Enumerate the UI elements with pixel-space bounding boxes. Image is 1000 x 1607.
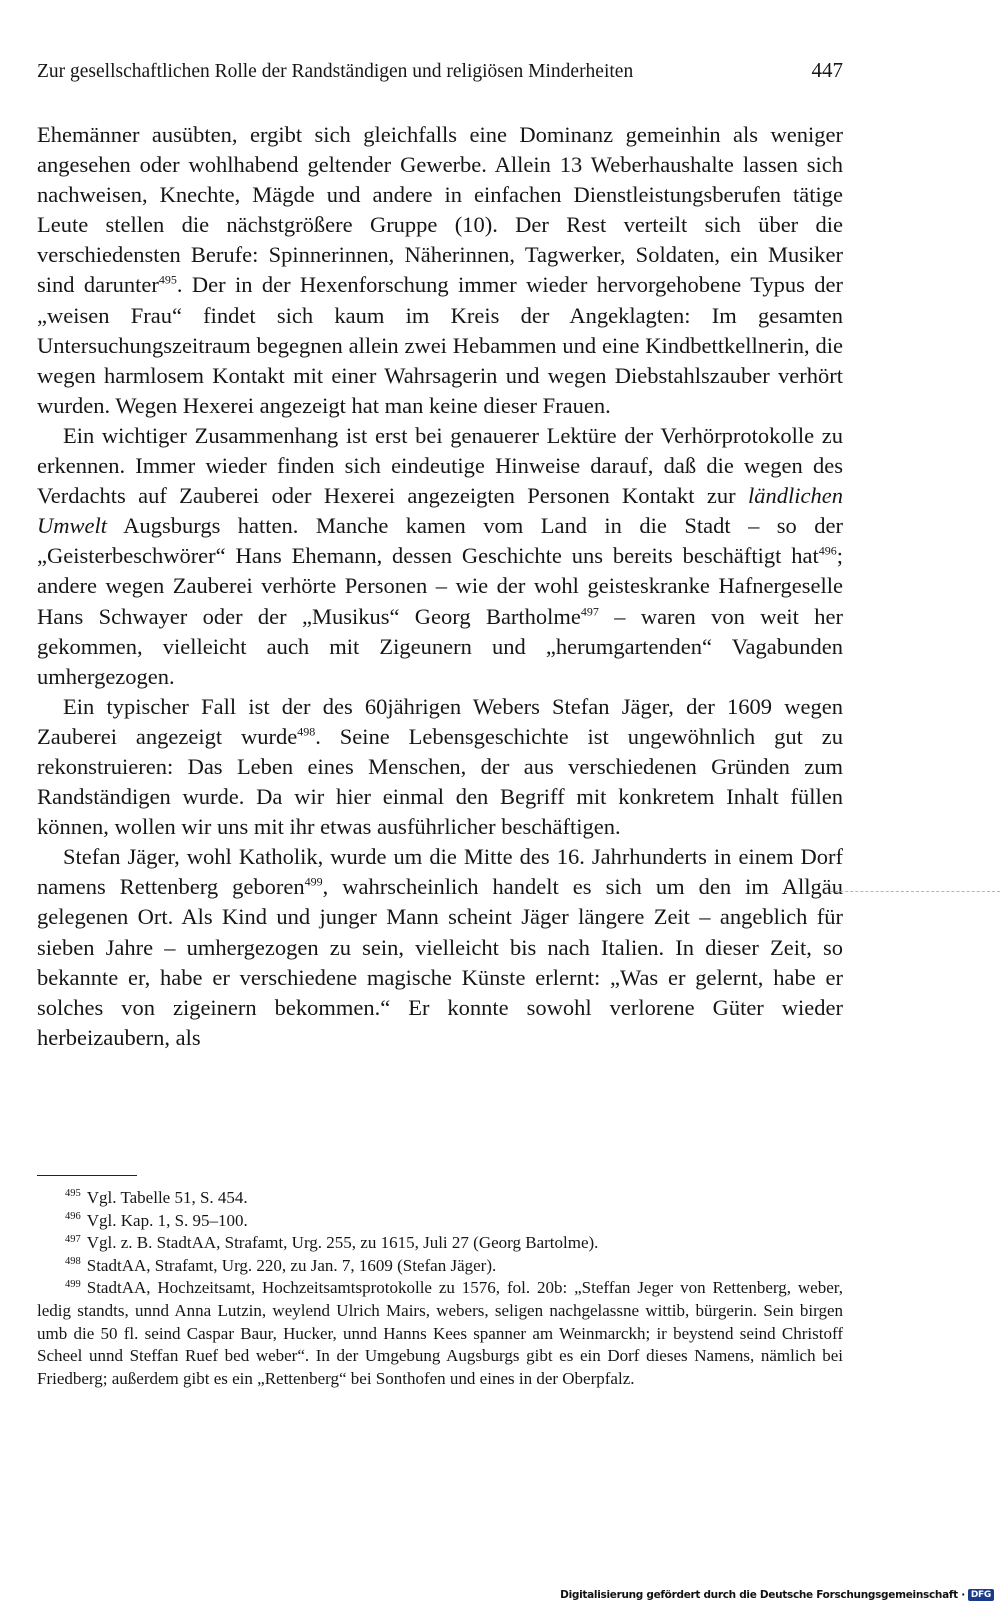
text-run: . Seine Lebensgeschichte ist ungewöhnlich gut zu rekonstruieren: Das Leben eines Menschen, der aus verschiedenen Gründen zum Randständigen wurde. Da wir hier einmal den Begriff mit konkretem Inhalt füllen können, wollen wir uns mit ihr etwas ausführlicher beschäftigen. (37, 723, 843, 840)
paragraph (37, 120, 843, 421)
digitization-credit (560, 1587, 994, 1603)
text-run: Stefan Jäger, wohl Katholik, wurde um die Mitte des 16. Jahrhunderts in einem Dorf namens Rettenberg geboren (37, 844, 843, 900)
text-run: Ein typischer Fall ist der des 60jährigen Webers Stefan Jäger, der 1609 wegen Zauberei angezeigt wurde (37, 693, 843, 749)
running-header (37, 58, 843, 92)
footnotes (37, 1187, 843, 1390)
text-run: Ein wichtiger Zusammenhang ist erst bei genauerer Lektüre der Verhörprotokolle zu erkennen. Immer wieder finden sich eindeutige Hinweise darauf, daß die wegen des Verdachts auf Zauberei oder Hexerei angezeigten Personen Kontakt zur (37, 422, 843, 509)
footnote-reference: 498 (297, 724, 316, 739)
footnote-reference: 495 (158, 272, 177, 287)
footnote-number: 496 (65, 1210, 81, 1222)
footnote (37, 1210, 843, 1233)
footnote (37, 1232, 843, 1255)
footnote-number: 495 (65, 1188, 81, 1200)
dfg-logo-icon: DFG (968, 1589, 994, 1601)
paragraph (37, 842, 843, 1053)
page-number: 447 (811, 58, 843, 82)
footnote-text: Vgl. z. B. StadtAA, Strafamt, Urg. 255, zu 1615, Juli 27 (Georg Bartolme). (86, 1233, 599, 1253)
text-run: , wahrscheinlich handelt es sich um den im Allgäu gelegenen Ort. Als Kind und junger Mann scheint Jäger längere Zeit – angeblich für sieben Jahre – umhergezogen zu sein, vielleicht bis nach Italien. In dieser Zeit, so bekannte er, habe er verschiedene magische Künste erlernt: „Was er gelernt, habe er solches von zigeinern bekommen.“ Er konnte sowohl verlorene Güter wieder herbeizaubern, als (37, 874, 843, 1050)
footnote-text: Vgl. Kap. 1, S. 95–100. (86, 1210, 248, 1230)
credit-text: Digitalisierung gefördert durch die Deutsche Forschungsgemeinschaft · (560, 1589, 965, 1601)
main-text (37, 120, 843, 1053)
footnote (37, 1255, 843, 1278)
scan-artifact-dashes (830, 891, 1000, 892)
footnote-text: StadtAA, Hochzeitsamt, Hochzeitsamtsprotokolle zu 1576, fol. 20b: „Steffan Jeger von Rettenberg, weber, ledig standts, unnd Anna Lutzin, weylend Ulrich Mairs, webers, seligen nachgelassne wittib, bürgerin. Sein birgen umb die 50 fl. seind Caspar Baur, Hucker, unnd Hanns Kees spanner am Weinmarckh; ir beystend seind Christoff Scheel unnd Steffan Ruef bed weber“. In der Umgebung Augsburgs gibt es ein Dorf dieses Namens, nämlich bei Friedberg; außerdem gibt es ein „Rettenberg“ bei Sonthofen und eines in der Oberpfalz. (37, 1278, 843, 1388)
footnote-reference: 497 (580, 604, 599, 618)
emphasis-text: ländlichen Umwelt (37, 483, 843, 539)
footnote-number: 498 (65, 1256, 81, 1268)
footnote-text: StadtAA, Strafamt, Urg. 220, zu Jan. 7, 1609 (Stefan Jäger). (86, 1255, 497, 1275)
footnote-number: 497 (65, 1233, 81, 1245)
running-title: Zur gesellschaftlichen Rolle der Randständigen und religiösen Minderheiten (37, 61, 634, 82)
text-run: Ehemänner ausübten, ergibt sich gleichfalls eine Dominanz gemeinhin als weniger angesehen oder wohlhabend geltender Gewerbe. Allein 13 Weberhaushalte lassen sich nachweisen, Knechte, Mägde und andere in einfachen Dienstleistungsberufen tätige Leute stellen die nächstgrößere Gruppe (10). Der Rest verteilt sich über die verschiedensten Berufe: Spinnerinnen, Näherinnen, Tagwerker, Soldaten, ein Musiker sind darunter (37, 122, 843, 298)
footnote-text: Vgl. Tabelle 51, S. 454. (86, 1188, 248, 1207)
footnote-reference: 499 (304, 874, 323, 889)
footnote-separator (37, 1175, 137, 1176)
text-run: Augsburgs hatten. Manche kamen vom Land in die Stadt – so der „Geisterbeschwörer“ Hans Ehemann, dessen Geschichte uns bereits beschäftigt hat (37, 513, 843, 569)
footnote (37, 1187, 843, 1210)
footnote-number: 499 (65, 1278, 81, 1290)
footnote (37, 1277, 843, 1390)
text-run: . Der in der Hexenforschung immer wieder hervorgehobene Typus der „weisen Frau“ findet sich kaum im Kreis der Angeklagten: Im gesamten Untersuchungszeitraum begegnen allein zwei Hebammen und eine Kindbettkellnerin, die wegen harmlosem Kontakt mit einer Wahrsagerin und wegen Diebstahlszauber verhört wurden. Wegen Hexerei angezeigt hat man keine dieser Frauen. (37, 272, 843, 418)
paragraph (37, 692, 843, 842)
text-run: – waren von weit her gekommen, vielleicht auch mit Zigeunern und „herumgartenden“ Vagabunden umhergezogen. (37, 603, 843, 689)
paragraph (37, 421, 843, 692)
text-run: ; andere wegen Zauberei verhörte Personen – wie der wohl geisteskranke Hafnergeselle Hans Schwayer oder der „Musikus“ Georg Bartholme (37, 543, 843, 629)
footnote-reference: 496 (818, 543, 837, 558)
